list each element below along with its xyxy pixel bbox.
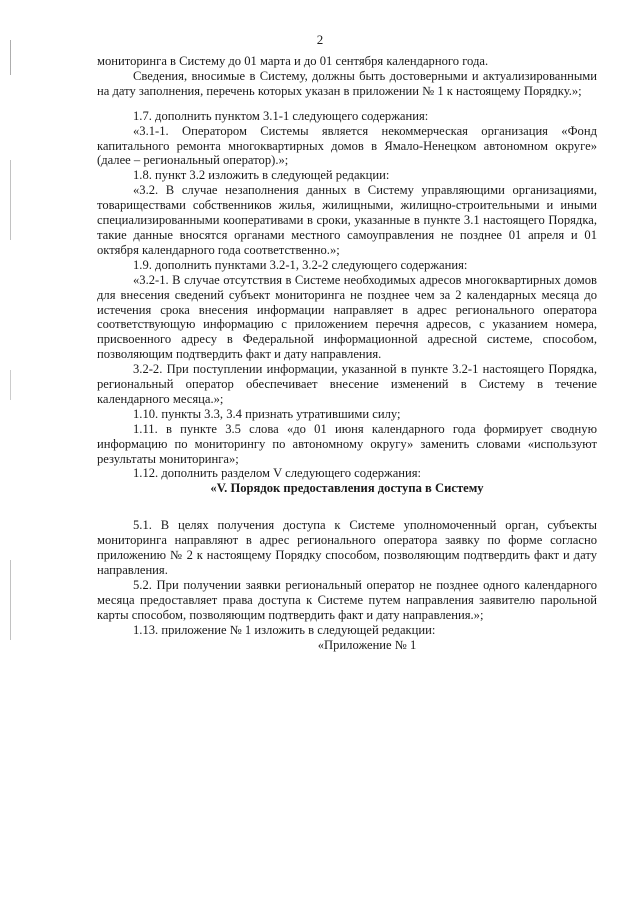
document-body [97,54,597,652]
paragraph-1-11: 1.11. в пункте 3.5 слова «до 01 июня календарного года формирует сводную информацию по мониторингу по автономному округу» заменить словами «используют результаты мониторинга»; [97,421,597,466]
paragraph-3-1-1: «3.1-1. Оператором Системы является некоммерческая организация «Фонд капитального ремонта многоквартирных домов в Ямало-Ненецком автономном округе» (далее – региональный оператор).»; [97,123,597,168]
paragraph-1-8: 1.8. пункт 3.2 изложить в следующей редакции: [133,168,390,183]
scan-margin-line [10,40,11,900]
paragraph-1-10: 1.10. пункты 3.3, 3.4 признать утратившими силу; [133,406,401,421]
paragraph-1-7: 1.7. дополнить пунктом 3.1-1 следующего содержания: [133,108,429,123]
paragraph-1-12: 1.12. дополнить разделом V следующего содержания: [133,466,422,481]
paragraph-5-1: 5.1. В целях получения доступа к Системе уполномоченный орган, субъекты мониторинга направляют в адрес регионального оператора заявку по форме согласно приложению № 2 к настоящему Порядку способом, позволяющим подтвердить факт и дату направления. [97,518,597,577]
paragraph-3-2-1: «3.2-1. В случае отсутствия в Системе необходимых адресов многоквартирных домов для внесения сведений субъект мониторинга не позднее чем за 2 календарных месяца до истечения срока внесения информации направляет в адрес регионального оператора соответствующую информацию с приложением перечня адресов, с указанием номера, присвоенного адресу в Федеральной информационной адресной системе, способом, позволяющим подтвердить факт и дату направления. [97,272,597,362]
paragraph-data-requirements: Сведения, вносимые в Систему, должны быть достоверными и актуализированными на дату заполнения, перечень которых указан в приложении № 1 к настоящему Порядку.»; [97,68,597,98]
appendix-label: «Приложение № 1 [317,637,417,652]
page-number: 2 [316,32,324,47]
paragraph-1-13: 1.13. приложение № 1 изложить в следующей редакции: [133,622,436,637]
paragraph-5-2: 5.2. При получении заявки региональный оператор не позднее одного календарного месяца предоставляет права доступа к Системе путем направления заявителю парольной карты способом, позволяющим подтвердить факт и дату направления.»; [97,577,597,622]
paragraph-3-2-2: 3.2-2. При поступлении информации, указанной в пункте 3.2-1 настоящего Порядка, региональный оператор обеспечивает внесение изменений в Систему в течение календарного месяца.»; [97,362,597,406]
paragraph-1-9: 1.9. дополнить пунктами 3.2-1, 3.2-2 следующего содержания: [133,257,468,272]
section-heading: «V. Порядок предоставления доступа в Систему [210,481,484,496]
paragraph-continuation: мониторинга в Систему до 01 марта и до 01 сентября календарного года. [97,54,489,68]
paragraph-3-2: «3.2. В случае незаполнения данных в Систему управляющими организациями, товариществами собственников жилья, жилищными, жилищно-строительными и иными специализированными кооперативами в сроки, указанные в пункте 3.1 настоящего Порядка, такие данные вносятся органами местного самоуправления не позднее 01 апреля и 01 октября календарного года соответственно.»; [97,183,597,257]
